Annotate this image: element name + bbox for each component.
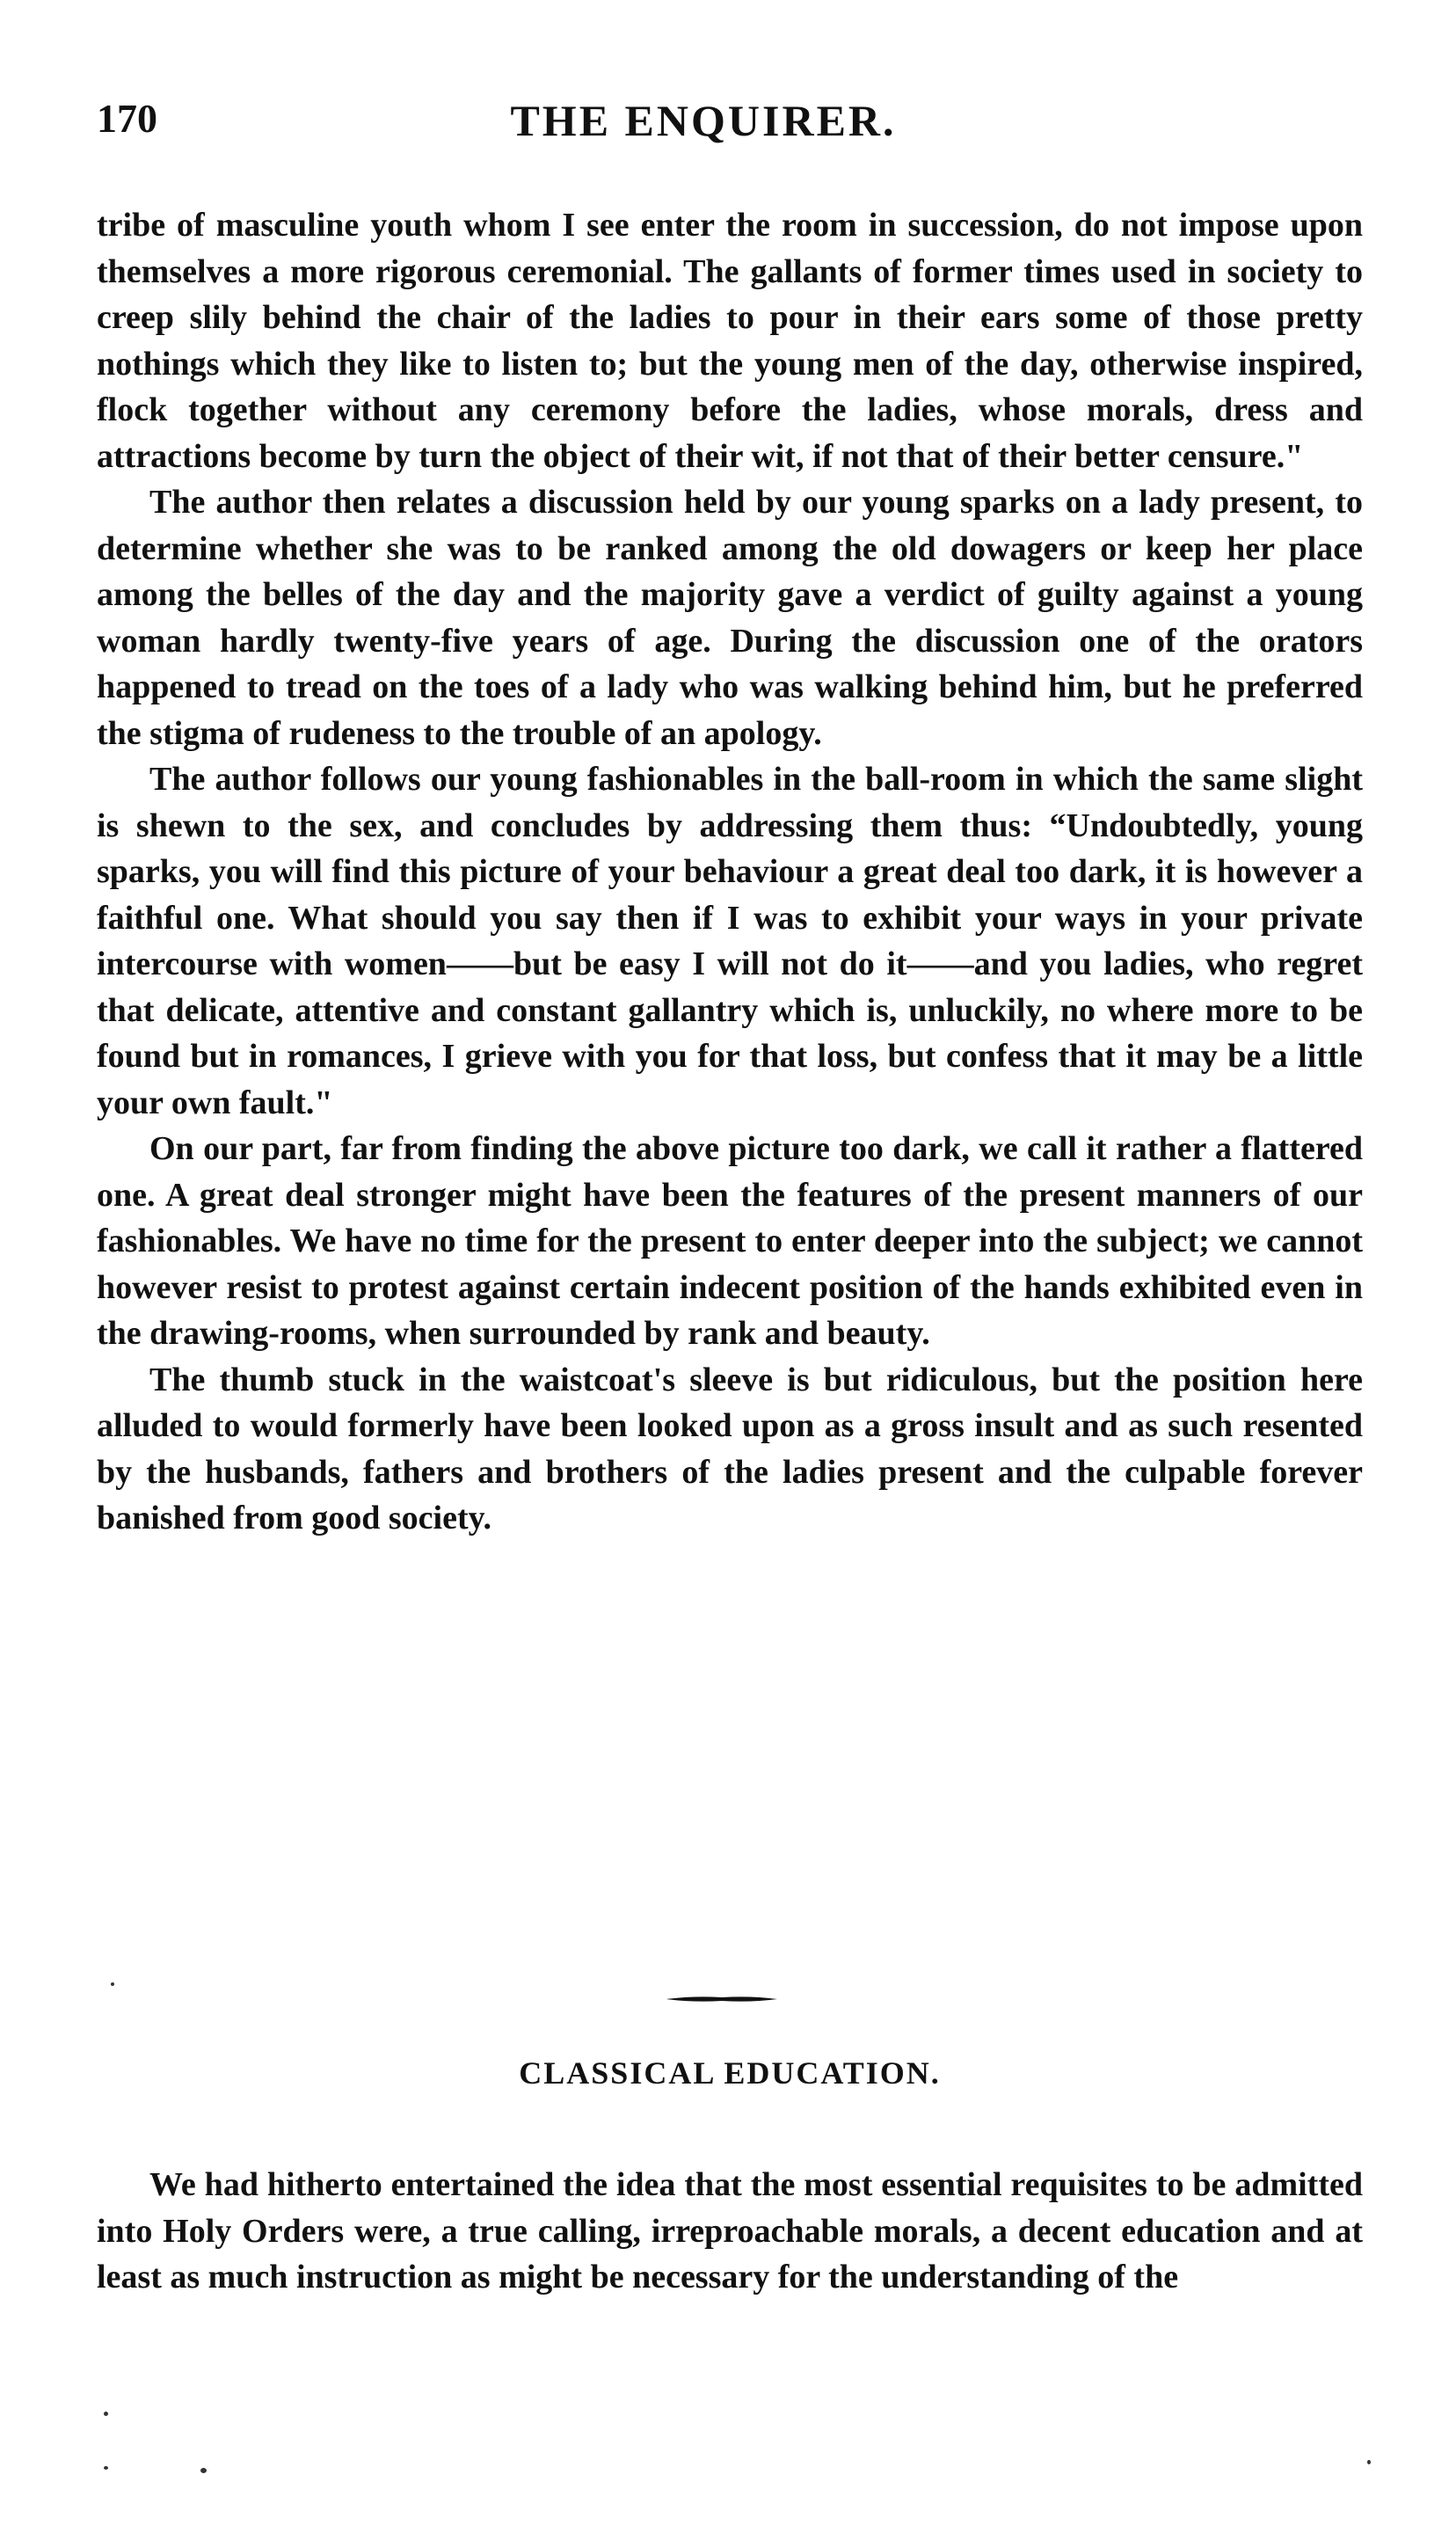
page-number: 170 — [97, 96, 157, 141]
print-speck — [111, 1982, 114, 1986]
section-paragraph-1: We had hitherto entertained the idea that the most essential requisites to be admitted into Holy Orders were, a true calling, irreproachable morals, a decent education and at least as much instruction as might be necessary for the understanding of the — [97, 2166, 1363, 2295]
section-divider-ornament — [666, 1995, 777, 2004]
print-speck — [104, 2412, 108, 2416]
paragraph-3: The author follows our young fashionables in the ball-room in which the same slight is shewn to the sex, and concludes by addressing them thus: “Undoubtedly, young sparks, you will find this picture of your behaviour a great deal too dark, it is however a faithful one. What should you say then if I was to exhibit your ways in your private intercourse with women——but be easy I will not do it——and you ladies, who regret that delicate, attentive and constant gallantry which is, unluckily, no where more to be found but in romances, I grieve with you for that loss, but confess that it may be a little your own fault." — [97, 761, 1363, 1121]
paragraph-2: The author then relates a discussion held by our young sparks on a lady present, to determine whether she was to be ranked among the old dowagers or keep her place among the belles of the day and the majority gave a verdict of guilty against a young woman hardly twenty-five years of age. During the discussion one of the orators happened to tread on the toes of a lady who was walking behind him, but he preferred the stigma of rudeness to the trouble of an apology. — [97, 484, 1363, 752]
journal-title: THE ENQUIRER. — [510, 96, 897, 145]
print-speck — [200, 2468, 207, 2473]
running-head — [97, 95, 1363, 157]
paragraph-5: The thumb stuck in the waistcoat's sleeve is but ridiculous, but the position here alluded to would formerly have been looked upon as a gross insult and as such resented by the husbands, fathers and brothers of the ladies present and the culpable forever banished from good society. — [97, 1361, 1363, 1536]
section-heading: CLASSICAL EDUCATION. — [519, 2055, 941, 2091]
print-speck — [104, 2466, 108, 2470]
paragraph-1: tribe of masculine youth whom I see enter the room in succession, do not impose upon themselves a more rigorous ceremonial. The gallants of former times used in society to creep slily behind the chair of the ladies to pour in their ears some of those pretty nothings which they like to listen to; but the young men of the day, otherwise inspired, flock together without any ceremony before the ladies, whose morals, dress and attractions become by turn the object of their wit, if not that of their better censure." — [97, 207, 1363, 475]
print-speck — [1367, 2460, 1371, 2464]
paragraph-4: On our part, far from finding the above picture too dark, we call it rather a flattered one. A great deal stronger might have been the features of the present manners of our fashionables. We have no time for the present to enter deeper into the subject; we cannot however resist to protest against certain indecent position of the hands exhibited even in the drawing-rooms, when surrounded by rank and beauty. — [97, 1130, 1363, 1352]
section-body — [97, 2162, 1363, 2301]
article-body — [97, 202, 1363, 1542]
